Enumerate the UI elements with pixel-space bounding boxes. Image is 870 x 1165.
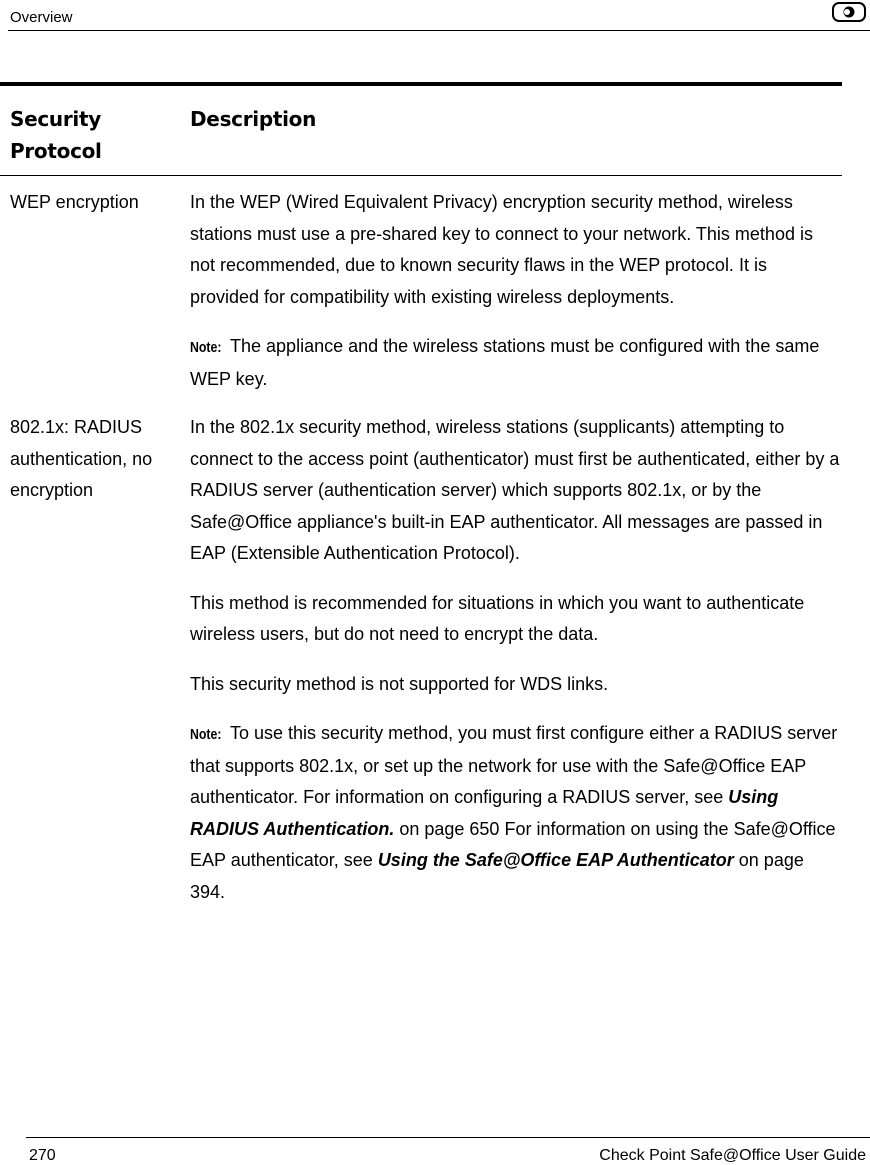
column-heading-security-protocol: Security Protocol	[10, 107, 102, 163]
note-text: To use this security method, you must first configure either a RADIUS server that supports 802.1x, or set up the network for use with the Safe@Office EAP authenticator. For information on configuring a RADIUS server, see	[190, 723, 838, 807]
note-text: on page 650 For information on using the Safe@Office EAP authenticator, see	[190, 818, 836, 870]
note	[190, 718, 840, 908]
description-cell-wep	[190, 187, 840, 413]
note-text: on page 394.	[190, 850, 804, 902]
protocol-cell-wep: WEP encryption	[10, 192, 139, 212]
table-top-border	[0, 82, 842, 86]
description-paragraph: In the 802.1x security method, wireless stations (supplicants) attempting to connect to the access point (authenticator) must first be authenticated, either by a RADIUS server (authentication server) which supports 802.1x, or by the Safe@Office appliance's built-in EAP authenticator. All messages are passed in EAP (Extensible Authentication Protocol).	[190, 417, 840, 563]
note	[190, 331, 840, 395]
note-label: Note:	[190, 339, 222, 356]
protocol-cell-8021x-radius: 802.1x: RADIUS authentication, no encryption	[10, 417, 153, 500]
description-paragraph: This security method is not supported for WDS links.	[190, 673, 609, 694]
page-number: 270	[29, 1147, 56, 1164]
guide-title: Check Point Safe@Office User Guide	[599, 1147, 866, 1164]
description-paragraph: In the WEP (Wired Equivalent Privacy) encryption security method, wireless stations must use a pre-shared key to connect to your network. This method is not recommended, due to known security flaws in the WEP protocol. It is provided for compatibility with existing wireless deployments.	[190, 192, 813, 307]
check-point-logo-icon	[832, 2, 866, 22]
column-heading-description: Description	[190, 107, 317, 131]
note-label: Note:	[190, 726, 222, 743]
cross-reference-link-eap-authenticator[interactable]: Using the Safe@Office EAP Authenticator	[377, 850, 734, 870]
note-text: The appliance and the wireless stations must be configured with the same WEP key.	[190, 336, 820, 389]
description-cell-8021x-radius	[190, 412, 840, 926]
section-title: Overview	[10, 9, 73, 26]
header-divider	[8, 30, 870, 31]
footer-divider	[26, 1137, 870, 1138]
cross-reference-link-radius[interactable]: Using RADIUS Authentication.	[190, 787, 779, 839]
table-header-divider	[0, 175, 842, 176]
description-paragraph: This method is recommended for situations in which you want to authenticate wireless users, but do not need to encrypt the data.	[190, 592, 805, 644]
